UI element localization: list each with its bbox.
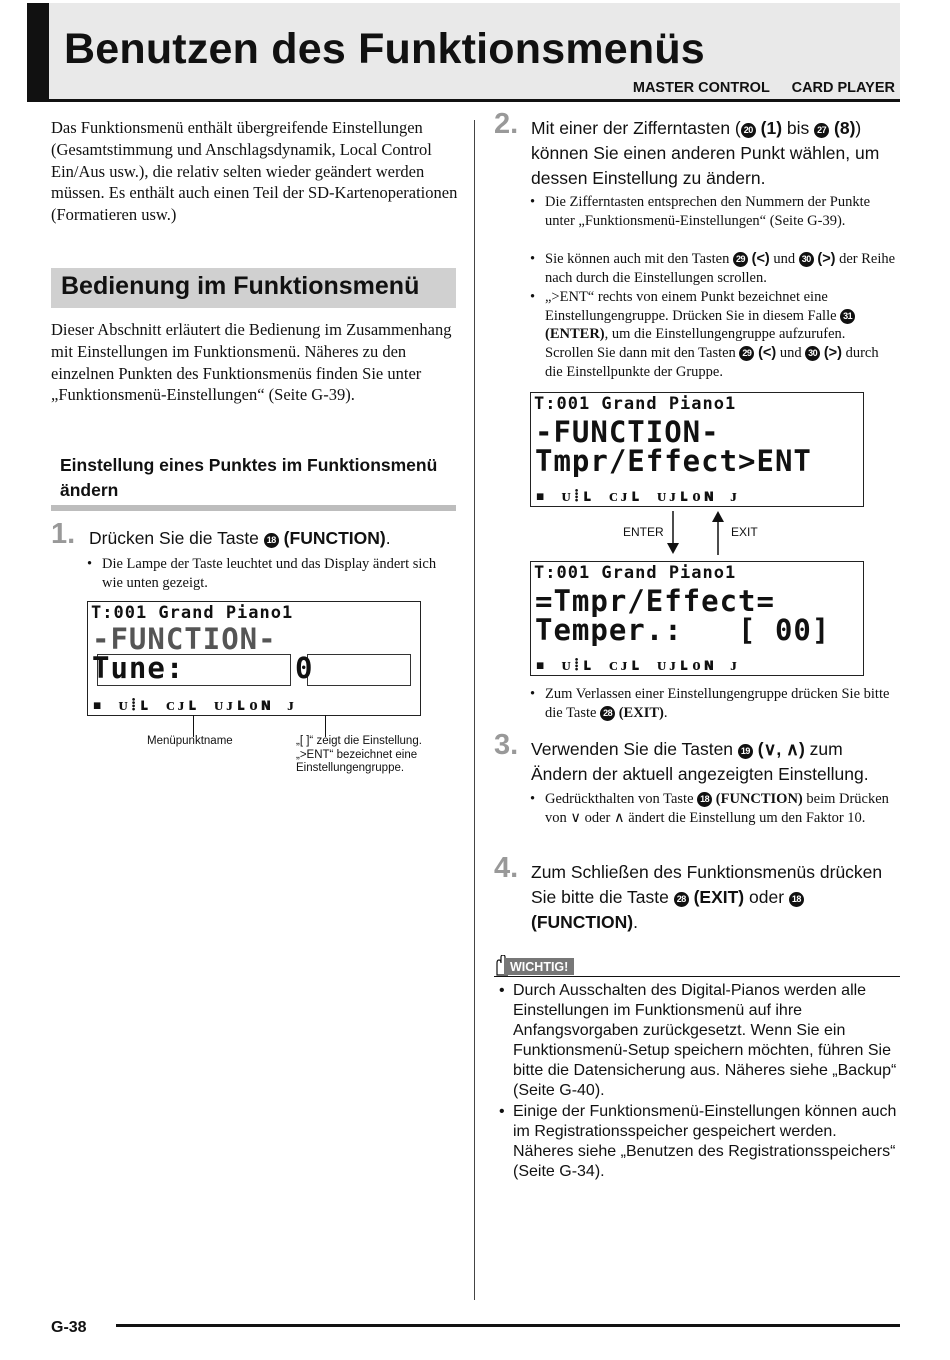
caption-leader-2 — [325, 715, 326, 737]
lcd-display-2 — [530, 392, 864, 507]
arrow-up-icon — [710, 511, 726, 555]
step-4-number: 4. — [494, 852, 519, 884]
step-4-label-b: (FUNCTION) — [531, 912, 634, 932]
nav-card-player: CARD PLAYER — [791, 80, 895, 96]
step-2-number: 2. — [494, 108, 519, 140]
step-2-text-b: bis — [782, 118, 815, 138]
intro-paragraph: Das Funktionsmenü enthält übergreifende Einstellungen (Gesamtstimmung und Anschlagsdynamik, Local Control Ein/Aus usw.), die relativ selten wieder geändert werden müssen. Es enthält auch einen Teil der SD-Kartenoperationen (Formatieren usw.) — [51, 118, 458, 225]
lcd1-line-1: -FUNCTION- — [92, 622, 277, 656]
step-3-bullet-pre: Gedrückthalten von Taste — [545, 791, 694, 807]
title-accent-block — [27, 3, 49, 99]
key-18b-icon: 18 — [697, 792, 712, 807]
step-2-bullet-3-label-a: (ENTER) — [545, 326, 605, 343]
enter-label: ENTER — [623, 525, 664, 539]
section-heading-text: Bedienung im Funktionsmenü — [61, 272, 420, 300]
step-2-bullet-3 — [545, 288, 897, 382]
step-2-bullet-1: • Die Zifferntasten entsprechen den Nummern der Punkte unter „Funktionsmenü-Einstellungen“ (Seite G-39). — [545, 193, 897, 230]
footer-rule — [116, 1324, 900, 1327]
lcd1-top-line: T:001 Grand Piano1 — [91, 603, 294, 623]
step-2-text — [531, 116, 899, 191]
exit-group-bullet — [545, 685, 897, 722]
exit-group-bullet-label: (EXIT) — [618, 704, 664, 721]
key-18-icon: 18 — [264, 533, 279, 548]
exit-group-bullet-post: . — [663, 704, 668, 721]
step-1-text-pre: Drücken Sie die Taste — [89, 528, 259, 548]
sub-heading: Einstellung eines Punktes im Funktionsmenü ändern — [51, 453, 456, 511]
caption-menu-item-name: Menüpunktname — [147, 735, 233, 747]
exit-label: EXIT — [731, 525, 758, 539]
lcd2-line-2: Tmpr/Effect>ENT — [535, 444, 812, 478]
lcd2-bottom-line: ▪ ᴜ⁞ʟ ᴄᴊʟ ᴜᴊʟᴏɴ ᴊ — [535, 486, 741, 506]
step-1-text-post: . — [385, 528, 391, 548]
key-31-icon: 31 — [840, 309, 855, 324]
lcd3-line-1: =Tmpr/Effect= — [535, 584, 775, 618]
title-bar — [27, 3, 900, 102]
step-3-post: zum Ändern der aktuell angezeigten Einstellung. — [531, 739, 869, 784]
lcd1-setting-frame — [307, 654, 411, 686]
step-4-label-a: (EXIT) — [693, 887, 745, 907]
step-4-post: . — [633, 912, 638, 932]
step-2-bullet-3-sym-c: (>) — [823, 345, 842, 362]
key-29-icon: 29 — [733, 252, 748, 267]
step-1-number: 1. — [51, 518, 76, 550]
key-18c-icon: 18 — [789, 892, 804, 907]
key-30-icon: 30 — [799, 252, 814, 267]
step-1-bullet: • Die Lampe der Taste leuchtet und das Display ändert sich wie unten gezeigt. — [102, 555, 460, 592]
step-4-mid: oder — [749, 887, 785, 907]
key-19-icon: 19 — [738, 744, 753, 759]
step-2-bullet-2-post: der Reihe nach durch die Einstellungen scrollen. — [545, 251, 896, 286]
section-paragraph: Dieser Abschnitt erläutert die Bedienung im Zusammenhang mit Einstellungen im Funktionsmenü. Näheres zu den einzelnen Punkten des Funktionsmenüs finden Sie unter „Funktionsmenü-Einstellungen“ (Seite G-39). — [51, 320, 452, 405]
lcd3-top-line: T:001 Grand Piano1 — [534, 563, 737, 583]
lcd3-bottom-line: ▪ ᴜ⁞ʟ ᴄᴊʟ ᴜᴊʟᴏɴ ᴊ — [535, 655, 741, 675]
step-3-text — [531, 737, 899, 787]
step-2-bullet-3-sym-b: (<) — [758, 345, 777, 362]
step-2-bullet-3-pre: „>ENT“ rechts von einem Punkt bezeichnet eine Einstellungengruppe. Drücken Sie in diesem Falle — [545, 289, 837, 324]
wichtig-item-2: • Einige der Funktionsmenü-Einstellungen können auch im Registrationsspeicher gespeichert werden. Näheres siehe „Benutzen des Registrationsspeichers“ (Seite G-34). — [513, 1102, 898, 1182]
page-number: G-38 — [51, 1319, 87, 1336]
step-2-bullet-2-sym-a: (<) — [751, 251, 770, 267]
step-2-bullet-3-post: durch die Einstellpunkte der Gruppe. — [545, 345, 879, 380]
step-3-pre: Verwenden Sie die Tasten — [531, 739, 734, 759]
key-27-icon: 27 — [814, 123, 829, 138]
step-2-bullet-2-mid: und — [773, 251, 796, 267]
caption-setting: „[ ]“ zeigt die Einstellung. „>ENT“ bezeichnet eine Einstellungengruppe. — [296, 735, 422, 774]
step-3-bullet — [545, 790, 897, 827]
key-30b-icon: 30 — [805, 346, 820, 361]
step-3-bullet-post: beim Drücken von ∨ oder ∧ ändert die Einstellung um den Faktor 10. — [545, 791, 889, 826]
nav-master-control: MASTER CONTROL — [632, 80, 770, 96]
lcd-display-3 — [530, 561, 864, 676]
step-3-label: (∨, ∧) — [757, 739, 805, 759]
lcd3-line-2: Temper.: [ 00] — [535, 613, 831, 647]
step-2-label-a: (1) — [760, 118, 783, 138]
step-2-bullet-3-mid2: und — [779, 345, 802, 362]
key-20-icon: 20 — [741, 123, 756, 138]
lcd1-line-2: Tune: 0 — [92, 651, 314, 685]
arrow-down-icon — [665, 511, 681, 555]
wichtig-label: WICHTIG! — [504, 958, 574, 975]
column-divider — [474, 120, 475, 1300]
step-2-text-a: Mit einer der Zifferntasten ( — [531, 118, 741, 138]
wichtig-item-1: • Durch Ausschalten des Digital-Pianos werden alle Einstellungen im Funktionsmenü auf ihre Anfangsvorgaben zurückgesetzt. Wenn Sie ein Funktionsmenü-Setup speichern möchten, führen Sie bitte die Datensicherung aus. Näheres siehe „Backup“ (Seite G-40). — [513, 981, 898, 1101]
step-4-pre: Zum Schließen des Funktionsmenüs drücken Sie bitte die Taste — [531, 862, 883, 907]
wichtig-bar — [494, 958, 900, 977]
page-title: Benutzen des Funktionsmenüs — [64, 25, 705, 73]
exit-group-bullet-pre: Zum Verlassen einer Einstellungengruppe drücken Sie bitte die Taste — [545, 686, 890, 721]
lcd1-bottom-line: ▪ ᴜ⁞ʟ ᴄᴊʟ ᴜᴊʟᴏɴ ᴊ — [92, 695, 298, 715]
header-nav — [615, 80, 895, 96]
step-1-text — [89, 526, 459, 551]
caption-leader-1 — [193, 715, 194, 737]
lcd-display-1 — [87, 601, 421, 716]
step-2-text-c: ) können Sie einen anderen Punkt wählen, um dessen Einstellung zu ändern. — [531, 118, 880, 188]
lcd2-line-1: -FUNCTION- — [535, 415, 720, 449]
lcd2-top-line: T:001 Grand Piano1 — [534, 394, 737, 414]
step-4-text — [531, 860, 899, 935]
step-3-number: 3. — [494, 729, 519, 761]
key-28-icon: 28 — [600, 706, 615, 721]
step-1-key-label: (FUNCTION) — [283, 528, 386, 548]
key-29b-icon: 29 — [739, 346, 754, 361]
step-2-bullet-2-pre: Sie können auch mit den Tasten — [545, 251, 730, 267]
step-2-label-b: (8) — [834, 118, 856, 138]
step-3-bullet-label: (FUNCTION) — [715, 791, 803, 807]
key-28b-icon: 28 — [674, 892, 689, 907]
step-2-bullet-3-mid: , um die Einstellungengruppe aufzurufen. Scrollen Sie dann mit den Tasten — [545, 326, 846, 362]
step-2-bullet-2 — [545, 250, 897, 287]
section-heading — [51, 268, 456, 308]
step-2-bullet-2-sym-b: (>) — [817, 251, 836, 267]
